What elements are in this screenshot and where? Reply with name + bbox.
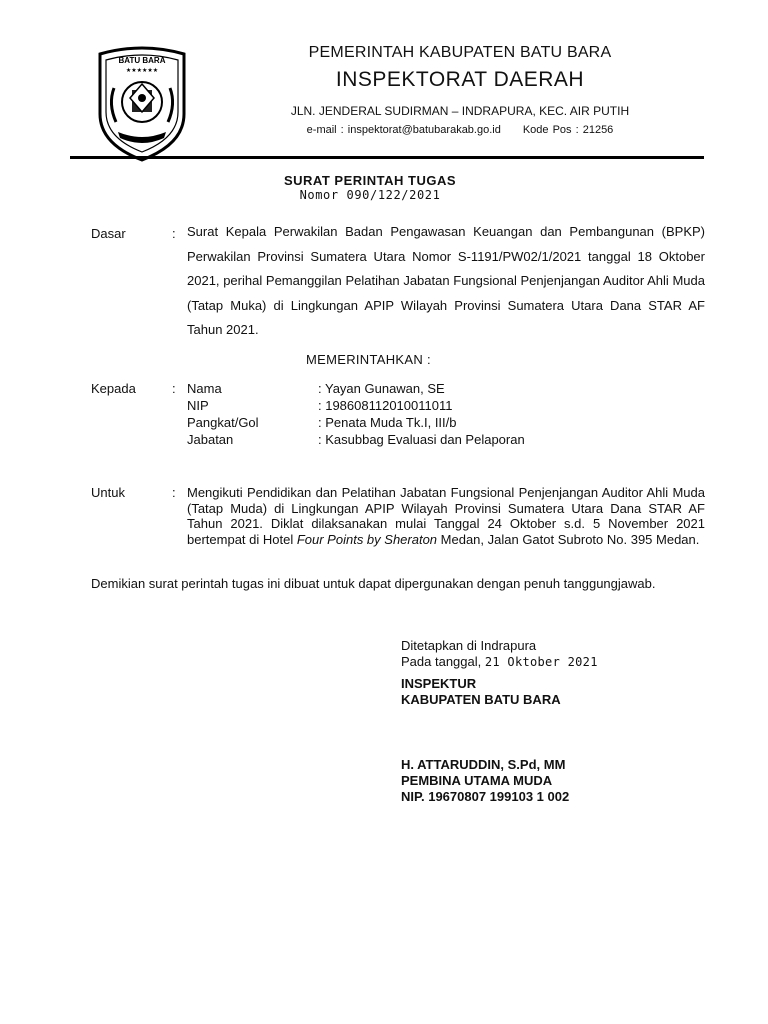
document-title: SURAT PERINTAH TUGAS: [283, 173, 457, 188]
field-key-jabatan: Jabatan: [187, 432, 234, 447]
signer-name: H. ATTARUDDIN, S.Pd, MM: [401, 757, 566, 772]
untuk-label: Untuk: [91, 485, 125, 500]
field-key-nama: Nama: [187, 381, 222, 396]
field-key-nip: NIP: [187, 398, 209, 413]
untuk-text: [187, 485, 705, 547]
untuk-text-end: Medan, Jalan Gatot Subroto No. 395 Medan.: [437, 531, 700, 547]
closing-statement: Demikian surat perintah tugas ini dibuat untuk dapat dipergunakan dengan penuh tanggungjawab.: [91, 576, 656, 591]
field-value-pangkat: : Penata Muda Tk.I, III/b: [318, 415, 457, 430]
untuk-text-main: Mengikuti Pendidikan dan Pelatihan Jabatan Fungsional Penjenjangan Auditor Ahli Muda (Tatap Muda) di Lingkungan APIP Wilayah Provinsi Sumatera Utara Dana STAR AF Tahun 2021. Diklat dilaksanakan mulai Tanggal 24 Oktober s.d. 5 November 2021 bertempat di Hotel: [187, 485, 705, 547]
field-value-nip: : 198608112010011011: [318, 398, 453, 413]
logo-text: BATU BARA: [118, 56, 166, 65]
government-name: PEMERINTAH KABUPATEN BATU BARA: [308, 44, 612, 61]
header-divider: [70, 156, 704, 159]
signer-nip: NIP. 19670807 199103 1 002: [401, 789, 570, 804]
field-value-jabatan: : Kasubbag Evaluasi dan Pelaporan: [318, 432, 525, 447]
untuk-colon: :: [172, 485, 176, 500]
agency-name: INSPEKTORAT DAERAH: [335, 68, 585, 91]
field-value-nama: : Yayan Gunawan, SE: [318, 381, 445, 396]
memerintahkan-heading: MEMERINTAHKAN :: [306, 352, 431, 367]
email-text: e-mail : inspektorat@batubarakab.go.id: [306, 124, 501, 136]
batu-bara-emblem-icon: [94, 44, 190, 162]
kepada-label: Kepada: [91, 381, 136, 396]
field-key-pangkat: Pangkat/Gol: [187, 415, 259, 430]
dasar-label: Dasar: [91, 226, 126, 241]
hotel-name: Four Points by Sheraton: [296, 531, 438, 547]
kepada-colon: :: [172, 381, 176, 396]
signature-place: Ditetapkan di Indrapura: [401, 638, 537, 653]
signer-position: INSPEKTUR: [401, 676, 477, 691]
signer-rank: PEMBINA UTAMA MUDA: [401, 773, 553, 788]
dasar-text: Surat Kepala Perwakilan Badan Pengawasan Keuangan dan Pembangunan (BPKP) Perwakilan Provinsi Sumatera Utara Nomor S-1191/PW02/1/2021 tanggal 18 Oktober 2021, perihal Pemanggilan Pelatihan Jabatan Fungsional Penjenjangan Auditor Ahli Muda (Tatap Muka) di Lingkungan APIP Wilayah Provinsi Sumatera Utara Dana STAR AF Tahun 2021.: [187, 224, 705, 337]
svg-text:★★★★★★: ★★★★★★: [125, 68, 159, 74]
signature-date: [401, 654, 598, 669]
signer-organization: KABUPATEN BATU BARA: [401, 692, 561, 707]
contact-line: [210, 124, 710, 136]
dasar-colon: :: [172, 226, 176, 241]
signature-date-value: 21 Oktober 2021: [484, 655, 598, 669]
agency-address: JLN. JENDERAL SUDIRMAN – INDRAPURA, KEC. AIR PUTIH: [290, 104, 630, 118]
signature-date-label: Pada tanggal,: [401, 654, 482, 669]
document-number: Nomor 090/122/2021: [299, 188, 441, 202]
postcode-text: Kode Pos : 21256: [522, 124, 614, 136]
